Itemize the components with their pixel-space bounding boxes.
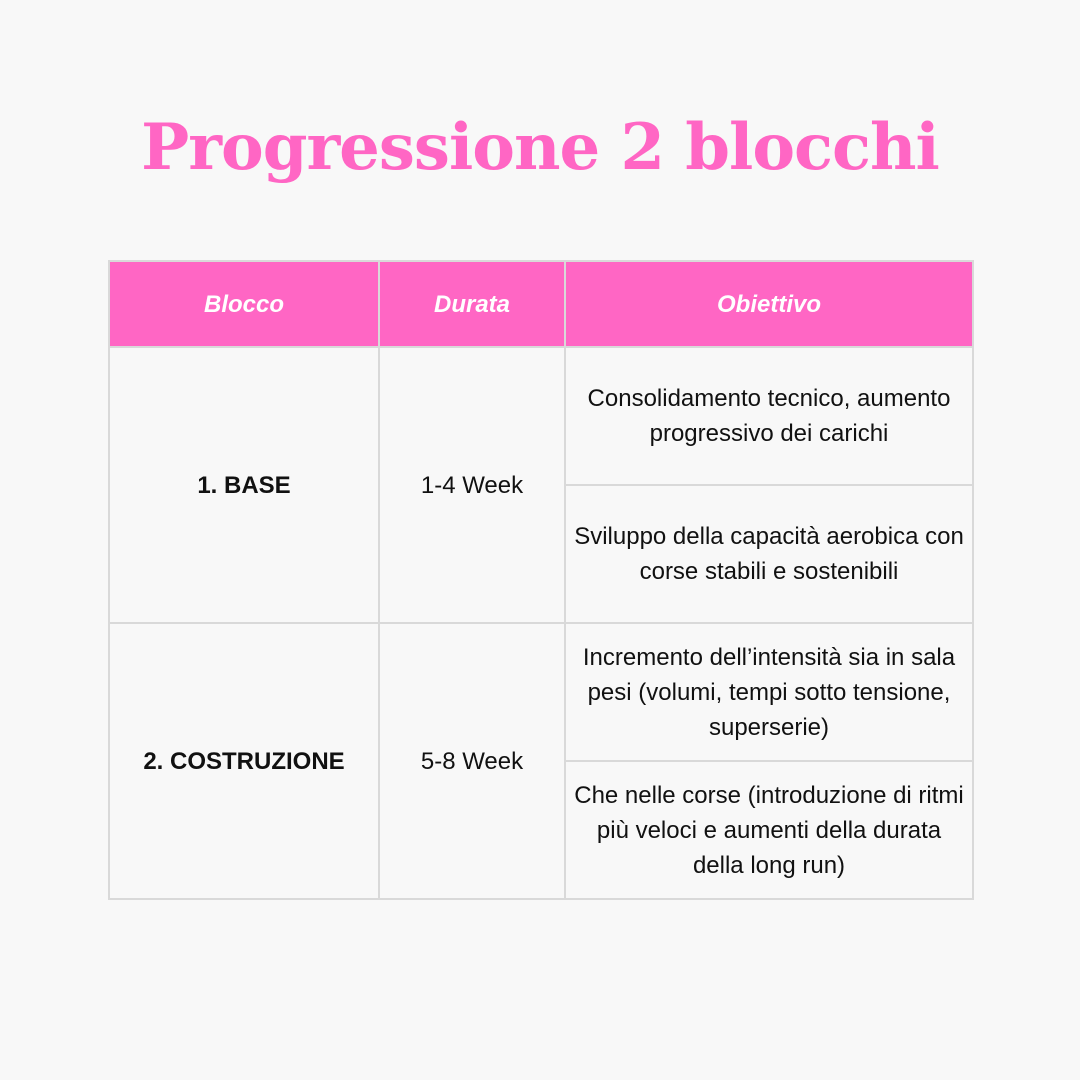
table-row (109, 347, 973, 485)
objective-cell: Che nelle corse (introduzione di ritmi più veloci e aumenti della durata della long run) (565, 761, 973, 899)
block-name-cell: 2. COSTRUZIONE (109, 623, 379, 899)
column-header-blocco: Blocco (109, 261, 379, 347)
progression-table (108, 260, 974, 900)
duration-cell: 1-4 Week (379, 347, 565, 623)
objective-cell: Incremento dell’intensità sia in sala pesi (volumi, tempi sotto tensione, superserie) (565, 623, 973, 761)
page-title: Progressione 2 blocchi (141, 110, 939, 185)
column-header-obiettivo: Obiettivo (565, 261, 973, 347)
objective-cell: Sviluppo della capacità aerobica con corse stabili e sostenibili (565, 485, 973, 623)
block-name-cell: 1. BASE (109, 347, 379, 623)
table-header-row (109, 261, 973, 347)
duration-cell: 5-8 Week (379, 623, 565, 899)
objective-cell: Consolidamento tecnico, aumento progressivo dei carichi (565, 347, 973, 485)
column-header-durata: Durata (379, 261, 565, 347)
table-row (109, 623, 973, 761)
